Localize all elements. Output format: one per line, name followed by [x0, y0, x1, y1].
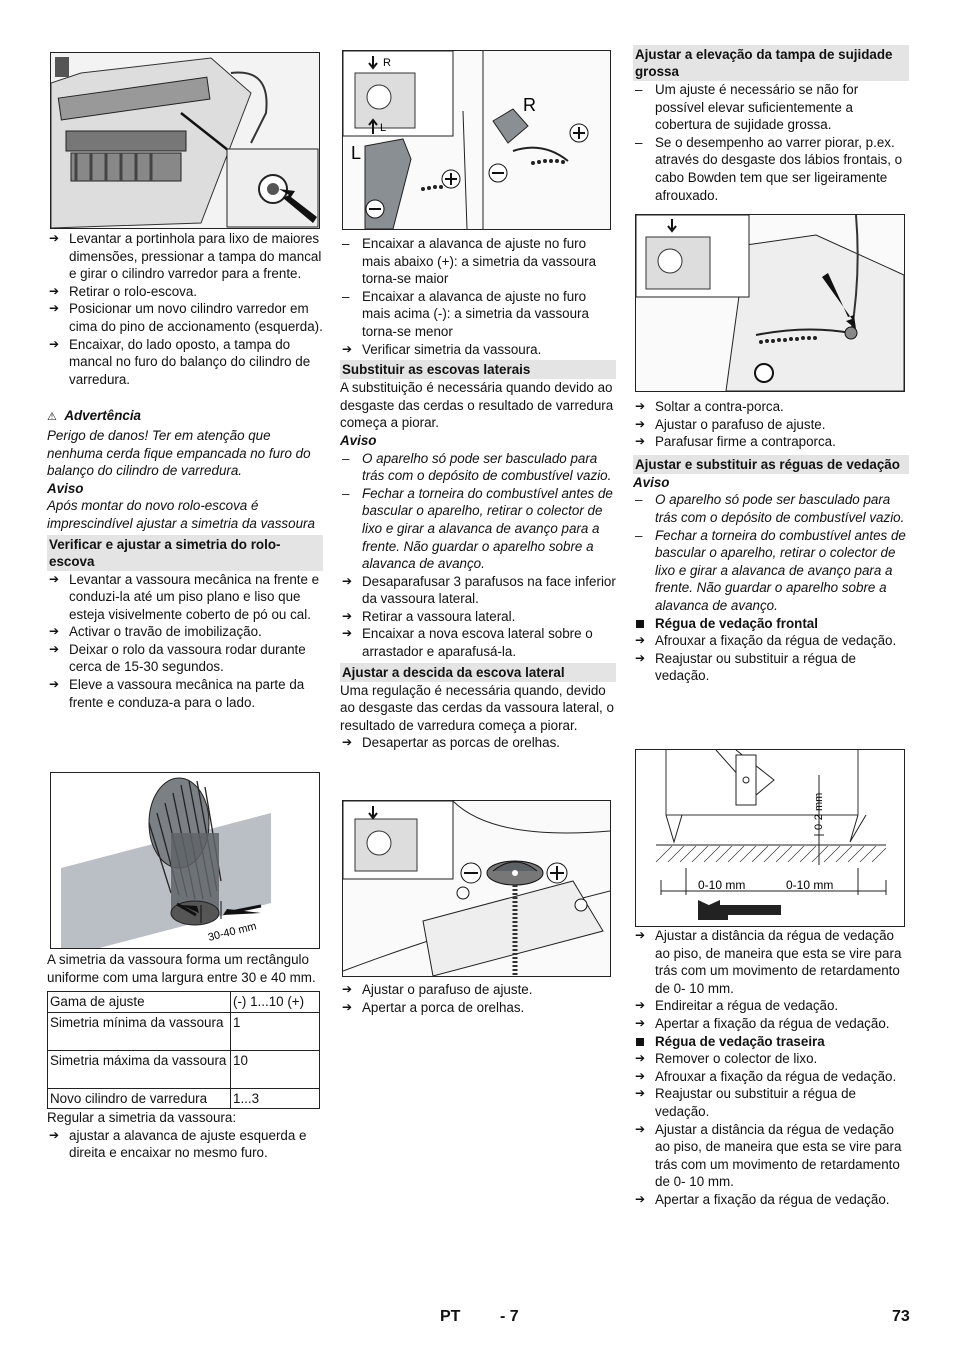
step-item: ➔ Retirar o rolo-escova. [47, 283, 323, 301]
figure-brush-symmetry [50, 772, 320, 949]
figure-bowden-cable [635, 214, 905, 392]
step-item: ➔ Remover o colector de lixo. [633, 1050, 909, 1068]
warning-heading: ⚠ Advertência [47, 408, 141, 424]
notice-text: Após montar do novo rolo-escova é imprescindível ajustar a simetria da vassoura [47, 498, 315, 531]
notice-item: – Fechar a torneira do combustível antes de bascular o aparelho, retirar o colector de lixo e girar a alavanca de avanço para a frente. Não guardar o aparelho sobre a alavanca de avanço. [633, 527, 909, 615]
warning-text: Perigo de danos! Ter em atenção que nenhuma cerda fique empancada no furo do balanço do cilindro de varredura. [47, 427, 311, 479]
regular-text: Regular a simetria da vassoura: [47, 1110, 237, 1125]
step-item: ➔ Levantar a portinhola para lixo de maiores dimensões, pressionar a tampa do mancal e girar o cilindro varredor para a frente. [47, 230, 323, 283]
step-item: ➔ Apertar a porca de orelhas. [340, 999, 616, 1017]
step-item: ➔ Soltar a contra-porca. [633, 398, 909, 416]
step-item: ➔ ajustar a alavanca de ajuste esquerda e direita e encaixar no mesmo furo. [47, 1127, 323, 1162]
notice-title: Aviso [340, 432, 377, 448]
step-item: ➔ Apertar a fixação da régua de vedação. [633, 1191, 909, 1209]
label-r-big: R [523, 95, 536, 115]
step-item: ➔ Desaparafusar 3 parafusos na face inferior da vassoura lateral. [340, 573, 616, 608]
figure-wing-nut [342, 800, 611, 977]
notice-item: – O aparelho só pode ser basculado para trás com o depósito de combustível vazio. [633, 491, 909, 526]
col1-text-a [47, 230, 323, 711]
col1-text-b [47, 951, 323, 1162]
dash-item: – Se o desempenho ao varrer piorar, p.ex. através do desgaste dos lábios frontais, o cabo Bowden tem que ser ligeiramente afrouxado. [633, 134, 909, 204]
step-item: ➔ Deixar o rolo da vassoura rodar durante cerca de 15-30 segundos. [47, 641, 323, 676]
descent-text: Uma regulação é necessária quando, devido ao desgaste das cerdas da vassoura lateral, o resultado de varredura começa a piorar. [340, 682, 614, 733]
step-item: ➔ Activar o travão de imobilização. [47, 623, 323, 641]
label-l-small: L [380, 122, 387, 134]
step-item: ➔ Encaixar a nova escova lateral sobre o arrastador e aparafusá-la. [340, 625, 616, 660]
step-item: ➔ Reajustar ou substituir a régua de vedação. [633, 1085, 909, 1120]
step-item: ➔ Parafusar firme a contraporca. [633, 433, 909, 451]
figure-adjust-lever [342, 50, 611, 230]
step-item: ➔ Reajustar ou substituir a régua de vedação. [633, 650, 909, 685]
section-heading-lateral-brushes: Substituir as escovas laterais [340, 360, 616, 379]
label-r-small: R [383, 57, 391, 69]
dash-item: – Encaixar a alavanca de ajuste no furo mais acima (-): a simetria da vassoura torna-se menor [340, 288, 616, 341]
step-item: ➔ Retirar a vassoura lateral. [340, 608, 616, 626]
step-item: ➔ Eleve a vassoura mecânica na parte da frente e conduza-a para o lado. [47, 676, 323, 711]
symmetry-text: A simetria da vassoura forma um rectângulo uniforme com uma largura entre 30 e 40 mm. [47, 952, 316, 985]
col3-text-c [633, 927, 909, 1209]
step-item: ➔ Afrouxar a fixação da régua de vedação. [633, 632, 909, 650]
footer-page-number: 73 [892, 1308, 910, 1325]
notice-item: – O aparelho só pode ser basculado para trás com o depósito de combustível vazio. [340, 450, 616, 485]
step-item: ➔ Afrouxar a fixação da régua de vedação. [633, 1068, 909, 1086]
notice-title: Aviso [633, 474, 670, 490]
lateral-text: A substituição é necessária quando devido ao desgaste das cerdas o resultado de varredura começa a piorar. [340, 380, 614, 431]
col2-text-a [340, 235, 616, 752]
col3-text-a [633, 45, 909, 204]
symmetry-table [47, 991, 320, 1109]
step-item: ➔ Verificar simetria da vassoura. [340, 341, 616, 359]
subheading-rear-seal: Régua de vedação traseira [633, 1033, 909, 1051]
step-item: ➔ Ajustar a distância da régua de vedação ao piso, de maneira que esta se vire para trás com um movimento de retardamento de 0- 10 mm. [633, 1121, 909, 1191]
step-item: ➔ Posicionar um novo cilindro varredor em cima do pino de accionamento (esquerda). [47, 300, 323, 335]
notice-item: – Fechar a torneira do combustível antes de bascular o aparelho, retirar o colector de lixo e girar a alavanca de avanço para a frente. Não guardar o aparelho sobre a alavanca de avanço. [340, 485, 616, 573]
col3-text-b [633, 398, 909, 685]
table-row: Novo cilindro de varredura 1...3 [48, 1088, 320, 1108]
step-item: ➔ Ajustar o parafuso de ajuste. [340, 981, 616, 999]
width-label: 30-40 mm [206, 920, 258, 944]
step-item: ➔ Desapertar as porcas de orelhas. [340, 734, 616, 752]
subheading-front-seal: Régua de vedação frontal [633, 615, 909, 633]
figure-seal-strip-gap [635, 749, 905, 927]
table-row: Gama de ajuste (-) 1...10 (+) [48, 992, 320, 1012]
col2-text-b [340, 981, 616, 1016]
figure-brush-roller-removal [50, 52, 320, 229]
step-item: ➔ Ajustar o parafuso de ajuste. [633, 416, 909, 434]
footer-language: PT [440, 1308, 461, 1325]
gap-label: 0-2 mm [813, 792, 825, 830]
section-heading-lateral-descent: Ajustar a descida da escova lateral [340, 663, 616, 682]
footer-section-page: - 7 [500, 1308, 519, 1325]
table-row: Simetria máxima da vassoura 10 [48, 1050, 320, 1088]
warning-icon: ⚠ [47, 411, 57, 424]
section-heading-seal: Ajustar e substituir as réguas de vedação [633, 455, 909, 474]
table-row: Simetria mínima da vassoura 1 [48, 1012, 320, 1050]
right-range-label: 0-10 mm [786, 878, 834, 892]
dash-item: – Encaixar a alavanca de ajuste no furo mais abaixo (+): a simetria da vassoura torna-se maior [340, 235, 616, 288]
notice-title: Aviso [47, 480, 84, 496]
step-item: ➔ Apertar a fixação da régua de vedação. [633, 1015, 909, 1033]
section-heading-check-symmetry: Verificar e ajustar a simetria do rolo-escova [47, 535, 323, 571]
left-range-label: 0-10 mm [698, 878, 746, 892]
label-l-big: L [351, 143, 362, 163]
step-item: ➔ Endireitar a régua de vedação. [633, 997, 909, 1015]
step-item: ➔ Encaixar, do lado oposto, a tampa do mancal no furo do balanço do cilindro de varredura. [47, 336, 323, 389]
section-heading-lid: Ajustar a elevação da tampa de sujidade grossa [633, 45, 909, 81]
dash-item: – Um ajuste é necessário se não for possível elevar suficientemente a cobertura de sujidade grossa. [633, 81, 909, 134]
step-item: ➔ Levantar a vassoura mecânica na frente e conduzi-la até um piso plano e liso que esteja visivelmente coberto de pó ou cal. [47, 571, 323, 624]
step-item: ➔ Ajustar a distância da régua de vedação ao piso, de maneira que esta se vire para trás com um movimento de retardamento de 0- 10 mm. [633, 927, 909, 997]
